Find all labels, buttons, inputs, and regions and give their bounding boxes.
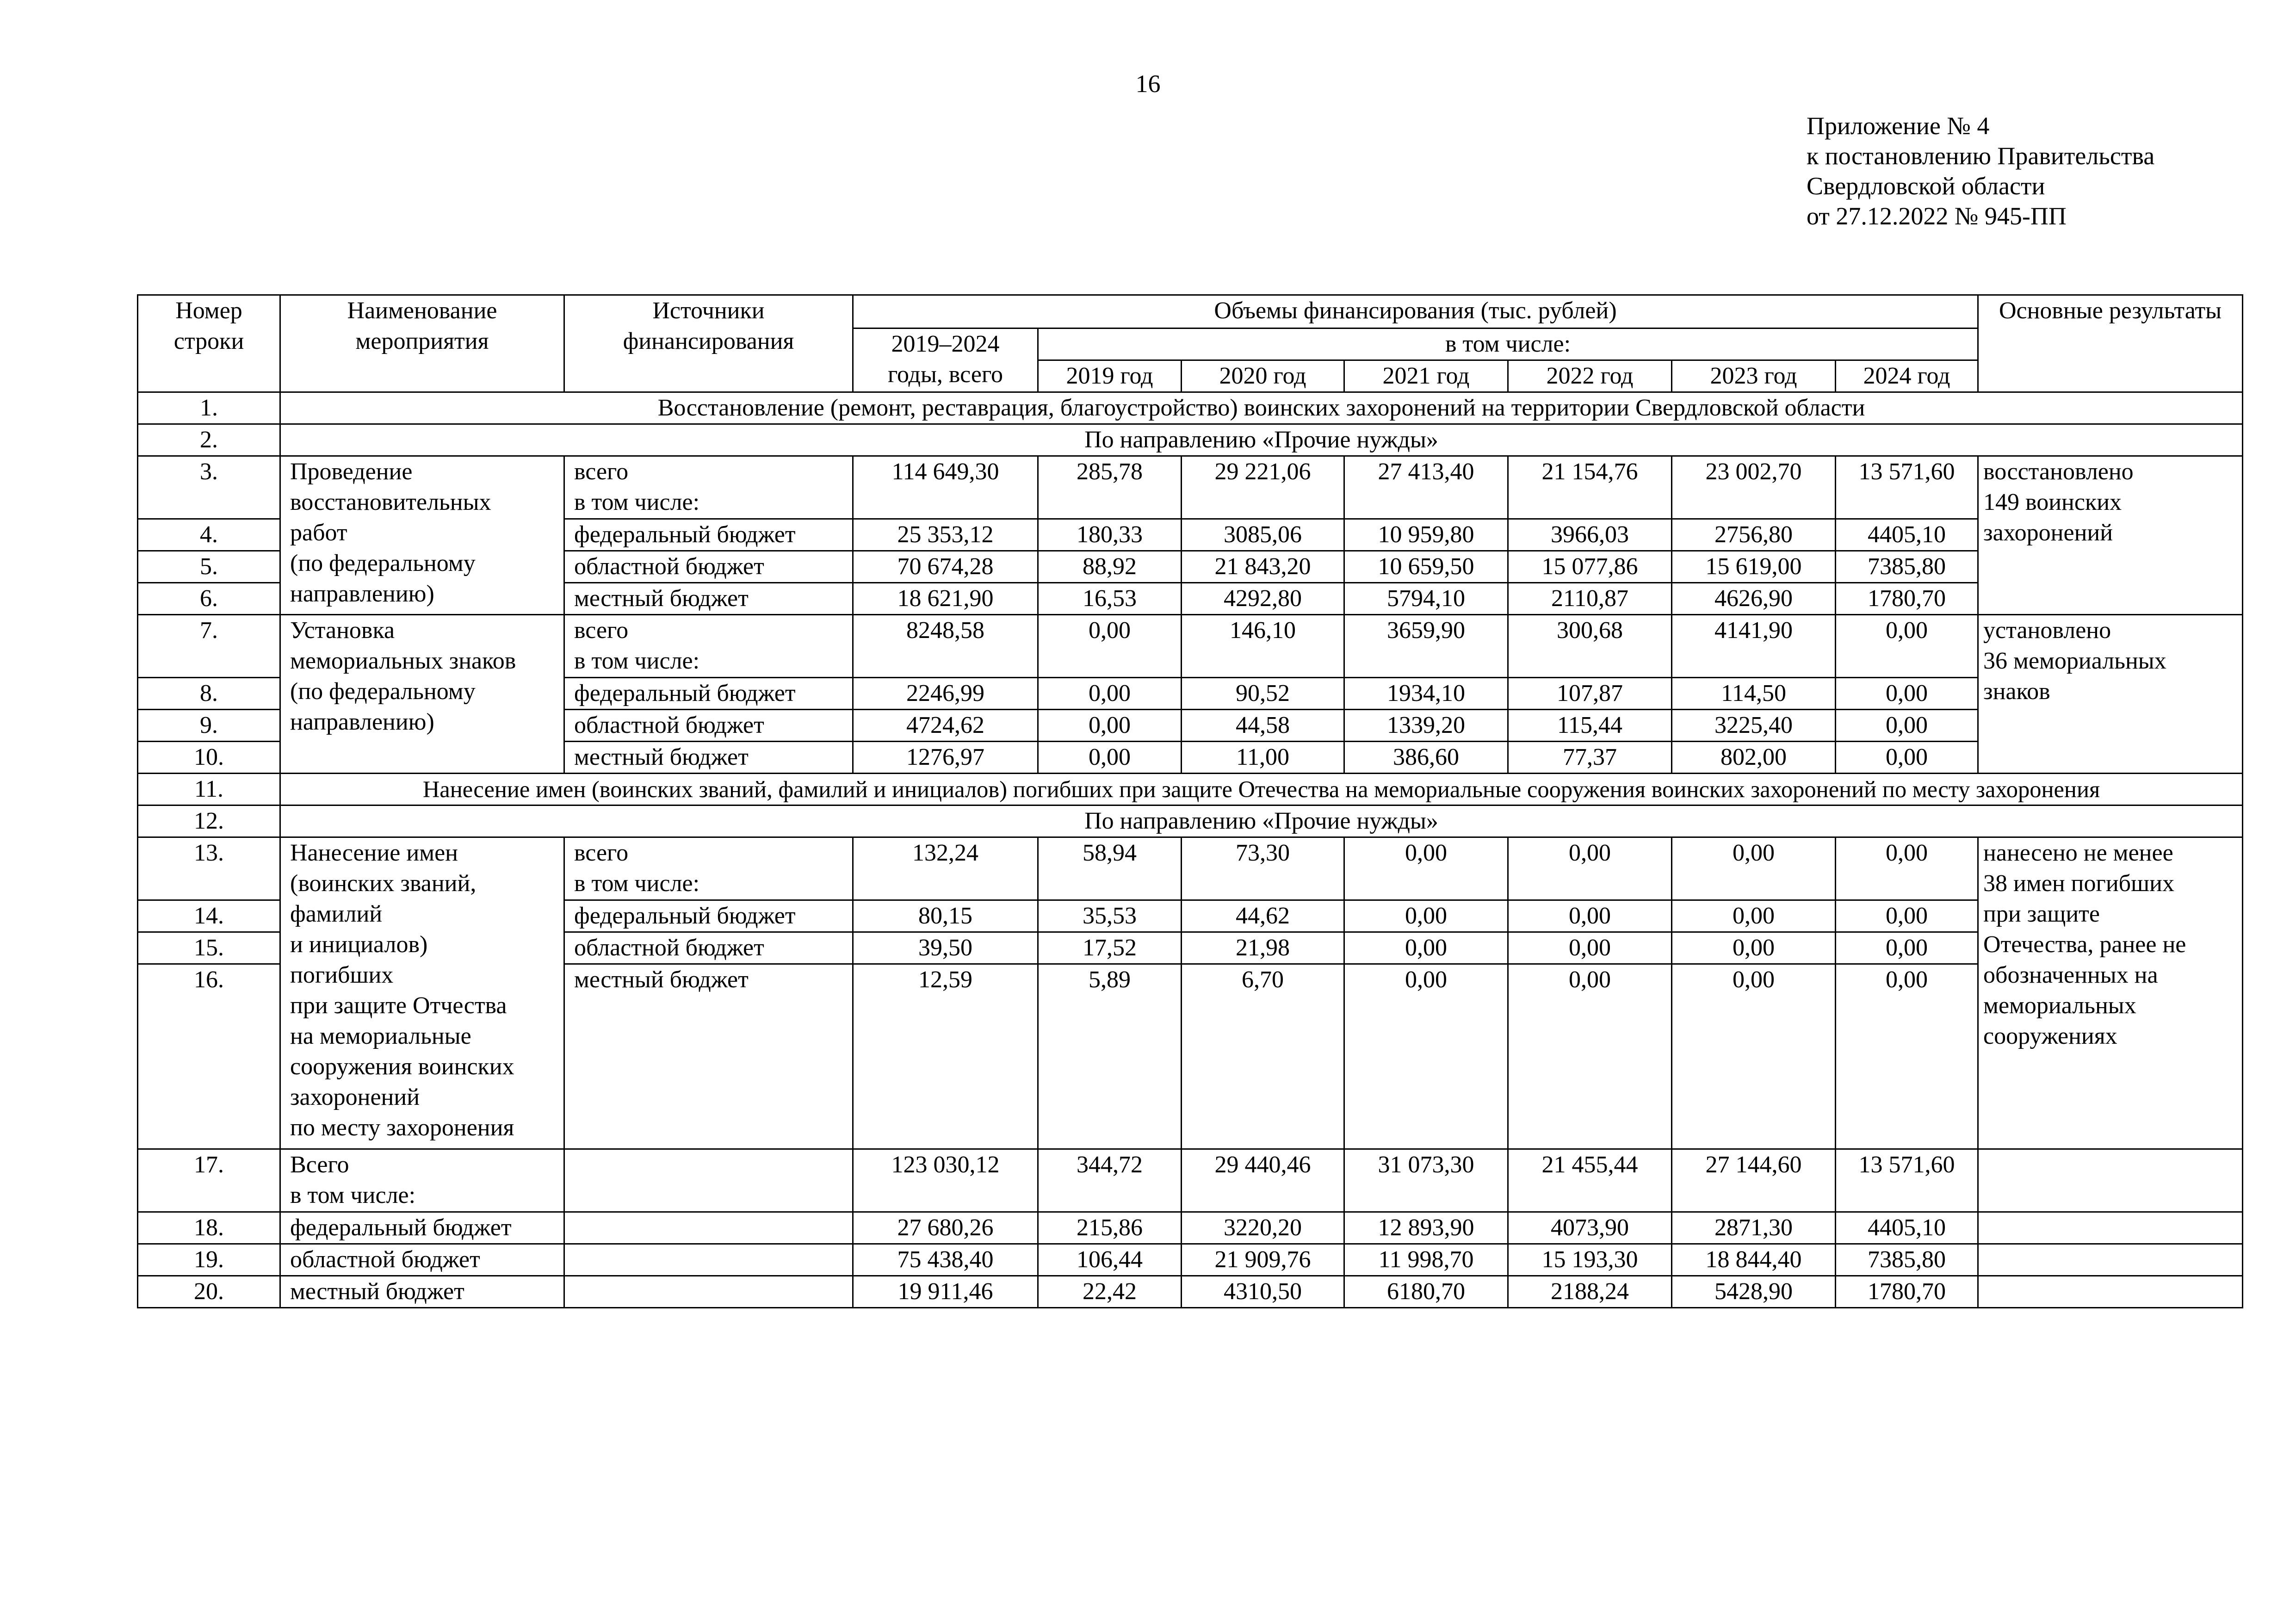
amount-total: 4724,62 xyxy=(853,710,1038,742)
amount-2021: 11 998,70 xyxy=(1344,1244,1508,1276)
header-row-number: Номер строки xyxy=(138,295,280,392)
amount-2020: 6,70 xyxy=(1182,964,1344,1149)
amount-2024: 4405,10 xyxy=(1836,1212,1978,1244)
amount-2020: 3220,20 xyxy=(1182,1212,1344,1244)
amount-2022: 0,00 xyxy=(1508,900,1672,932)
header-year-2019: 2019 год xyxy=(1038,360,1182,392)
amount-2020: 44,62 xyxy=(1182,900,1344,932)
event-name: Нанесение имен (воинских званий, фамилий и инициалов) погибших при защите Отчества на мемориальные сооружения воинских захоронений по месту захоронения xyxy=(280,837,564,1149)
amount-2020: 21 843,20 xyxy=(1182,551,1344,583)
amount-2019: 35,53 xyxy=(1038,900,1182,932)
page-number: 16 xyxy=(1135,70,1161,98)
appendix-heading xyxy=(1807,111,2154,231)
total-label: Всего в том числе: xyxy=(280,1149,564,1212)
total-label: местный бюджет xyxy=(280,1276,564,1308)
table-row xyxy=(138,805,2243,837)
header-year-2023: 2023 год xyxy=(1672,360,1836,392)
row-number: 3. xyxy=(138,456,280,519)
row-number: 11. xyxy=(138,774,280,805)
table-row xyxy=(138,1212,2243,1244)
amount-2021: 3659,90 xyxy=(1344,615,1508,678)
amount-2020: 4292,80 xyxy=(1182,583,1344,615)
amount-2021: 6180,70 xyxy=(1344,1276,1508,1308)
amount-2023: 114,50 xyxy=(1672,678,1836,710)
table-row xyxy=(138,774,2243,805)
amount-2019: 344,72 xyxy=(1038,1149,1182,1212)
amount-2021: 12 893,90 xyxy=(1344,1212,1508,1244)
amount-2019: 88,92 xyxy=(1038,551,1182,583)
amount-total: 75 438,40 xyxy=(853,1244,1038,1276)
amount-2022: 15 077,86 xyxy=(1508,551,1672,583)
funding-source: всего в том числе: xyxy=(564,456,853,519)
header-total: 2019–2024 годы, всего xyxy=(853,328,1038,392)
appendix-line: к постановлению Правительства xyxy=(1807,142,2155,170)
amount-2023: 802,00 xyxy=(1672,742,1836,774)
funding-source: федеральный бюджет xyxy=(564,519,853,551)
amount-2019: 285,78 xyxy=(1038,456,1182,519)
amount-2023: 4626,90 xyxy=(1672,583,1836,615)
header-year-2021: 2021 год xyxy=(1344,360,1508,392)
amount-2024: 0,00 xyxy=(1836,615,1978,678)
funding-source: областной бюджет xyxy=(564,932,853,964)
amount-total: 39,50 xyxy=(853,932,1038,964)
row-number: 5. xyxy=(138,551,280,583)
row-number: 15. xyxy=(138,932,280,964)
appendix-line: от 27.12.2022 № 945-ПП xyxy=(1807,202,2067,230)
financing-table xyxy=(137,294,2243,1308)
table-row xyxy=(138,615,2243,678)
table-row xyxy=(138,456,2243,519)
row-number: 19. xyxy=(138,1244,280,1276)
amount-total: 18 621,90 xyxy=(853,583,1038,615)
amount-2023: 23 002,70 xyxy=(1672,456,1836,519)
amount-2021: 5794,10 xyxy=(1344,583,1508,615)
empty-cell xyxy=(1978,1149,2243,1212)
amount-2023: 4141,90 xyxy=(1672,615,1836,678)
row-number: 8. xyxy=(138,678,280,710)
amount-2024: 0,00 xyxy=(1836,964,1978,1149)
amount-2020: 3085,06 xyxy=(1182,519,1344,551)
amount-2023: 3225,40 xyxy=(1672,710,1836,742)
amount-2021: 1934,10 xyxy=(1344,678,1508,710)
amount-2022: 115,44 xyxy=(1508,710,1672,742)
amount-2024: 13 571,60 xyxy=(1836,456,1978,519)
amount-2024: 1780,70 xyxy=(1836,583,1978,615)
row-number: 9. xyxy=(138,710,280,742)
amount-total: 70 674,28 xyxy=(853,551,1038,583)
amount-2020: 29 440,46 xyxy=(1182,1149,1344,1212)
amount-2020: 73,30 xyxy=(1182,837,1344,900)
amount-total: 114 649,30 xyxy=(853,456,1038,519)
amount-total: 132,24 xyxy=(853,837,1038,900)
amount-2021: 31 073,30 xyxy=(1344,1149,1508,1212)
appendix-line: Приложение № 4 xyxy=(1807,112,1990,140)
empty-cell xyxy=(1978,1212,2243,1244)
amount-2020: 146,10 xyxy=(1182,615,1344,678)
amount-2022: 4073,90 xyxy=(1508,1212,1672,1244)
table-row xyxy=(138,837,2243,900)
amount-2021: 0,00 xyxy=(1344,964,1508,1149)
event-name: Установка мемориальных знаков (по федеральному направлению) xyxy=(280,615,564,774)
row-number: 7. xyxy=(138,615,280,678)
amount-2022: 77,37 xyxy=(1508,742,1672,774)
amount-total: 25 353,12 xyxy=(853,519,1038,551)
amount-2020: 90,52 xyxy=(1182,678,1344,710)
row-number: 13. xyxy=(138,837,280,900)
amount-2019: 215,86 xyxy=(1038,1212,1182,1244)
amount-2022: 21 154,76 xyxy=(1508,456,1672,519)
empty-cell xyxy=(564,1276,853,1308)
section-subtitle: По направлению «Прочие нужды» xyxy=(280,805,2243,837)
amount-2020: 21 909,76 xyxy=(1182,1244,1344,1276)
amount-2024: 0,00 xyxy=(1836,710,1978,742)
amount-2020: 4310,50 xyxy=(1182,1276,1344,1308)
header-volumes: Объемы финансирования (тыс. рублей) xyxy=(853,295,1978,328)
amount-2024: 4405,10 xyxy=(1836,519,1978,551)
amount-2021: 10 959,80 xyxy=(1344,519,1508,551)
amount-total: 80,15 xyxy=(853,900,1038,932)
amount-2024: 13 571,60 xyxy=(1836,1149,1978,1212)
amount-2024: 1780,70 xyxy=(1836,1276,1978,1308)
table-row xyxy=(138,1149,2243,1212)
amount-2023: 15 619,00 xyxy=(1672,551,1836,583)
amount-2021: 27 413,40 xyxy=(1344,456,1508,519)
table-row xyxy=(138,392,2243,424)
amount-2023: 18 844,40 xyxy=(1672,1244,1836,1276)
amount-2023: 0,00 xyxy=(1672,837,1836,900)
section-title: Восстановление (ремонт, реставрация, благоустройство) воинских захоронений на территории Свердловской области xyxy=(280,392,2243,424)
table-row xyxy=(138,1244,2243,1276)
amount-2021: 386,60 xyxy=(1344,742,1508,774)
section-title: Нанесение имен (воинских званий, фамилий и инициалов) погибших при защите Отечества на мемориальные сооружения воинских захоронений по месту захоронения xyxy=(280,774,2243,805)
amount-2024: 0,00 xyxy=(1836,837,1978,900)
amount-2024: 7385,80 xyxy=(1836,1244,1978,1276)
section-subtitle: По направлению «Прочие нужды» xyxy=(280,424,2243,456)
header-sources: Источники финансирования xyxy=(564,295,853,392)
header-including: в том числе: xyxy=(1038,328,1978,360)
amount-2023: 2756,80 xyxy=(1672,519,1836,551)
row-number: 4. xyxy=(138,519,280,551)
result-text: нанесено не менее 38 имен погибших при защите Отечества, ранее не обозначенных на мемориальных сооружениях xyxy=(1978,837,2243,1149)
amount-total: 2246,99 xyxy=(853,678,1038,710)
amount-total: 19 911,46 xyxy=(853,1276,1038,1308)
amount-2022: 2188,24 xyxy=(1508,1276,1672,1308)
amount-2024: 0,00 xyxy=(1836,678,1978,710)
empty-cell xyxy=(564,1149,853,1212)
amount-2019: 5,89 xyxy=(1038,964,1182,1149)
amount-total: 8248,58 xyxy=(853,615,1038,678)
amount-2023: 0,00 xyxy=(1672,900,1836,932)
header-year-2024: 2024 год xyxy=(1836,360,1978,392)
funding-source: всего в том числе: xyxy=(564,837,853,900)
result-text: восстановлено 149 воинских захоронений xyxy=(1978,456,2243,615)
amount-2022: 0,00 xyxy=(1508,837,1672,900)
row-number: 17. xyxy=(138,1149,280,1212)
table-row xyxy=(138,424,2243,456)
amount-2024: 0,00 xyxy=(1836,932,1978,964)
amount-total: 12,59 xyxy=(853,964,1038,1149)
amount-2019: 0,00 xyxy=(1038,678,1182,710)
amount-2019: 0,00 xyxy=(1038,615,1182,678)
amount-2019: 17,52 xyxy=(1038,932,1182,964)
appendix-line: Свердловской области xyxy=(1807,172,2045,200)
amount-2024: 0,00 xyxy=(1836,742,1978,774)
funding-source: федеральный бюджет xyxy=(564,900,853,932)
amount-2022: 15 193,30 xyxy=(1508,1244,1672,1276)
amount-2022: 107,87 xyxy=(1508,678,1672,710)
total-label: федеральный бюджет xyxy=(280,1212,564,1244)
row-number: 20. xyxy=(138,1276,280,1308)
amount-2019: 0,00 xyxy=(1038,710,1182,742)
amount-2024: 7385,80 xyxy=(1836,551,1978,583)
amount-2023: 2871,30 xyxy=(1672,1212,1836,1244)
amount-2022: 0,00 xyxy=(1508,932,1672,964)
row-number: 18. xyxy=(138,1212,280,1244)
amount-2021: 0,00 xyxy=(1344,837,1508,900)
header-results: Основные результаты xyxy=(1978,295,2243,392)
event-name: Проведение восстановительных работ (по федеральному направлению) xyxy=(280,456,564,615)
row-number: 1. xyxy=(138,392,280,424)
empty-cell xyxy=(564,1212,853,1244)
amount-2019: 16,53 xyxy=(1038,583,1182,615)
funding-source: местный бюджет xyxy=(564,583,853,615)
amount-2021: 10 659,50 xyxy=(1344,551,1508,583)
empty-cell xyxy=(564,1244,853,1276)
funding-source: областной бюджет xyxy=(564,710,853,742)
amount-2020: 21,98 xyxy=(1182,932,1344,964)
amount-2019: 106,44 xyxy=(1038,1244,1182,1276)
row-number: 16. xyxy=(138,964,280,1149)
amount-2020: 44,58 xyxy=(1182,710,1344,742)
amount-2020: 11,00 xyxy=(1182,742,1344,774)
amount-2022: 3966,03 xyxy=(1508,519,1672,551)
amount-total: 123 030,12 xyxy=(853,1149,1038,1212)
table-row xyxy=(138,1276,2243,1308)
amount-total: 27 680,26 xyxy=(853,1212,1038,1244)
amount-2021: 0,00 xyxy=(1344,900,1508,932)
total-label: областной бюджет xyxy=(280,1244,564,1276)
amount-2023: 27 144,60 xyxy=(1672,1149,1836,1212)
row-number: 12. xyxy=(138,805,280,837)
funding-source: областной бюджет xyxy=(564,551,853,583)
amount-2022: 2110,87 xyxy=(1508,583,1672,615)
header-year-2022: 2022 год xyxy=(1508,360,1672,392)
amount-2023: 5428,90 xyxy=(1672,1276,1836,1308)
row-number: 6. xyxy=(138,583,280,615)
funding-source: всего в том числе: xyxy=(564,615,853,678)
amount-2024: 0,00 xyxy=(1836,900,1978,932)
amount-total: 1276,97 xyxy=(853,742,1038,774)
amount-2019: 58,94 xyxy=(1038,837,1182,900)
empty-cell xyxy=(1978,1244,2243,1276)
amount-2019: 180,33 xyxy=(1038,519,1182,551)
amount-2022: 21 455,44 xyxy=(1508,1149,1672,1212)
amount-2022: 0,00 xyxy=(1508,964,1672,1149)
amount-2019: 0,00 xyxy=(1038,742,1182,774)
amount-2020: 29 221,06 xyxy=(1182,456,1344,519)
header-year-2020: 2020 год xyxy=(1182,360,1344,392)
empty-cell xyxy=(1978,1276,2243,1308)
header-event-name: Наименование мероприятия xyxy=(280,295,564,392)
amount-2023: 0,00 xyxy=(1672,964,1836,1149)
funding-source: федеральный бюджет xyxy=(564,678,853,710)
funding-source: местный бюджет xyxy=(564,742,853,774)
amount-2021: 0,00 xyxy=(1344,932,1508,964)
amount-2021: 1339,20 xyxy=(1344,710,1508,742)
row-number: 2. xyxy=(138,424,280,456)
amount-2023: 0,00 xyxy=(1672,932,1836,964)
amount-2019: 22,42 xyxy=(1038,1276,1182,1308)
amount-2022: 300,68 xyxy=(1508,615,1672,678)
row-number: 14. xyxy=(138,900,280,932)
funding-source: местный бюджет xyxy=(564,964,853,1149)
result-text: установлено 36 мемориальных знаков xyxy=(1978,615,2243,774)
row-number: 10. xyxy=(138,742,280,774)
